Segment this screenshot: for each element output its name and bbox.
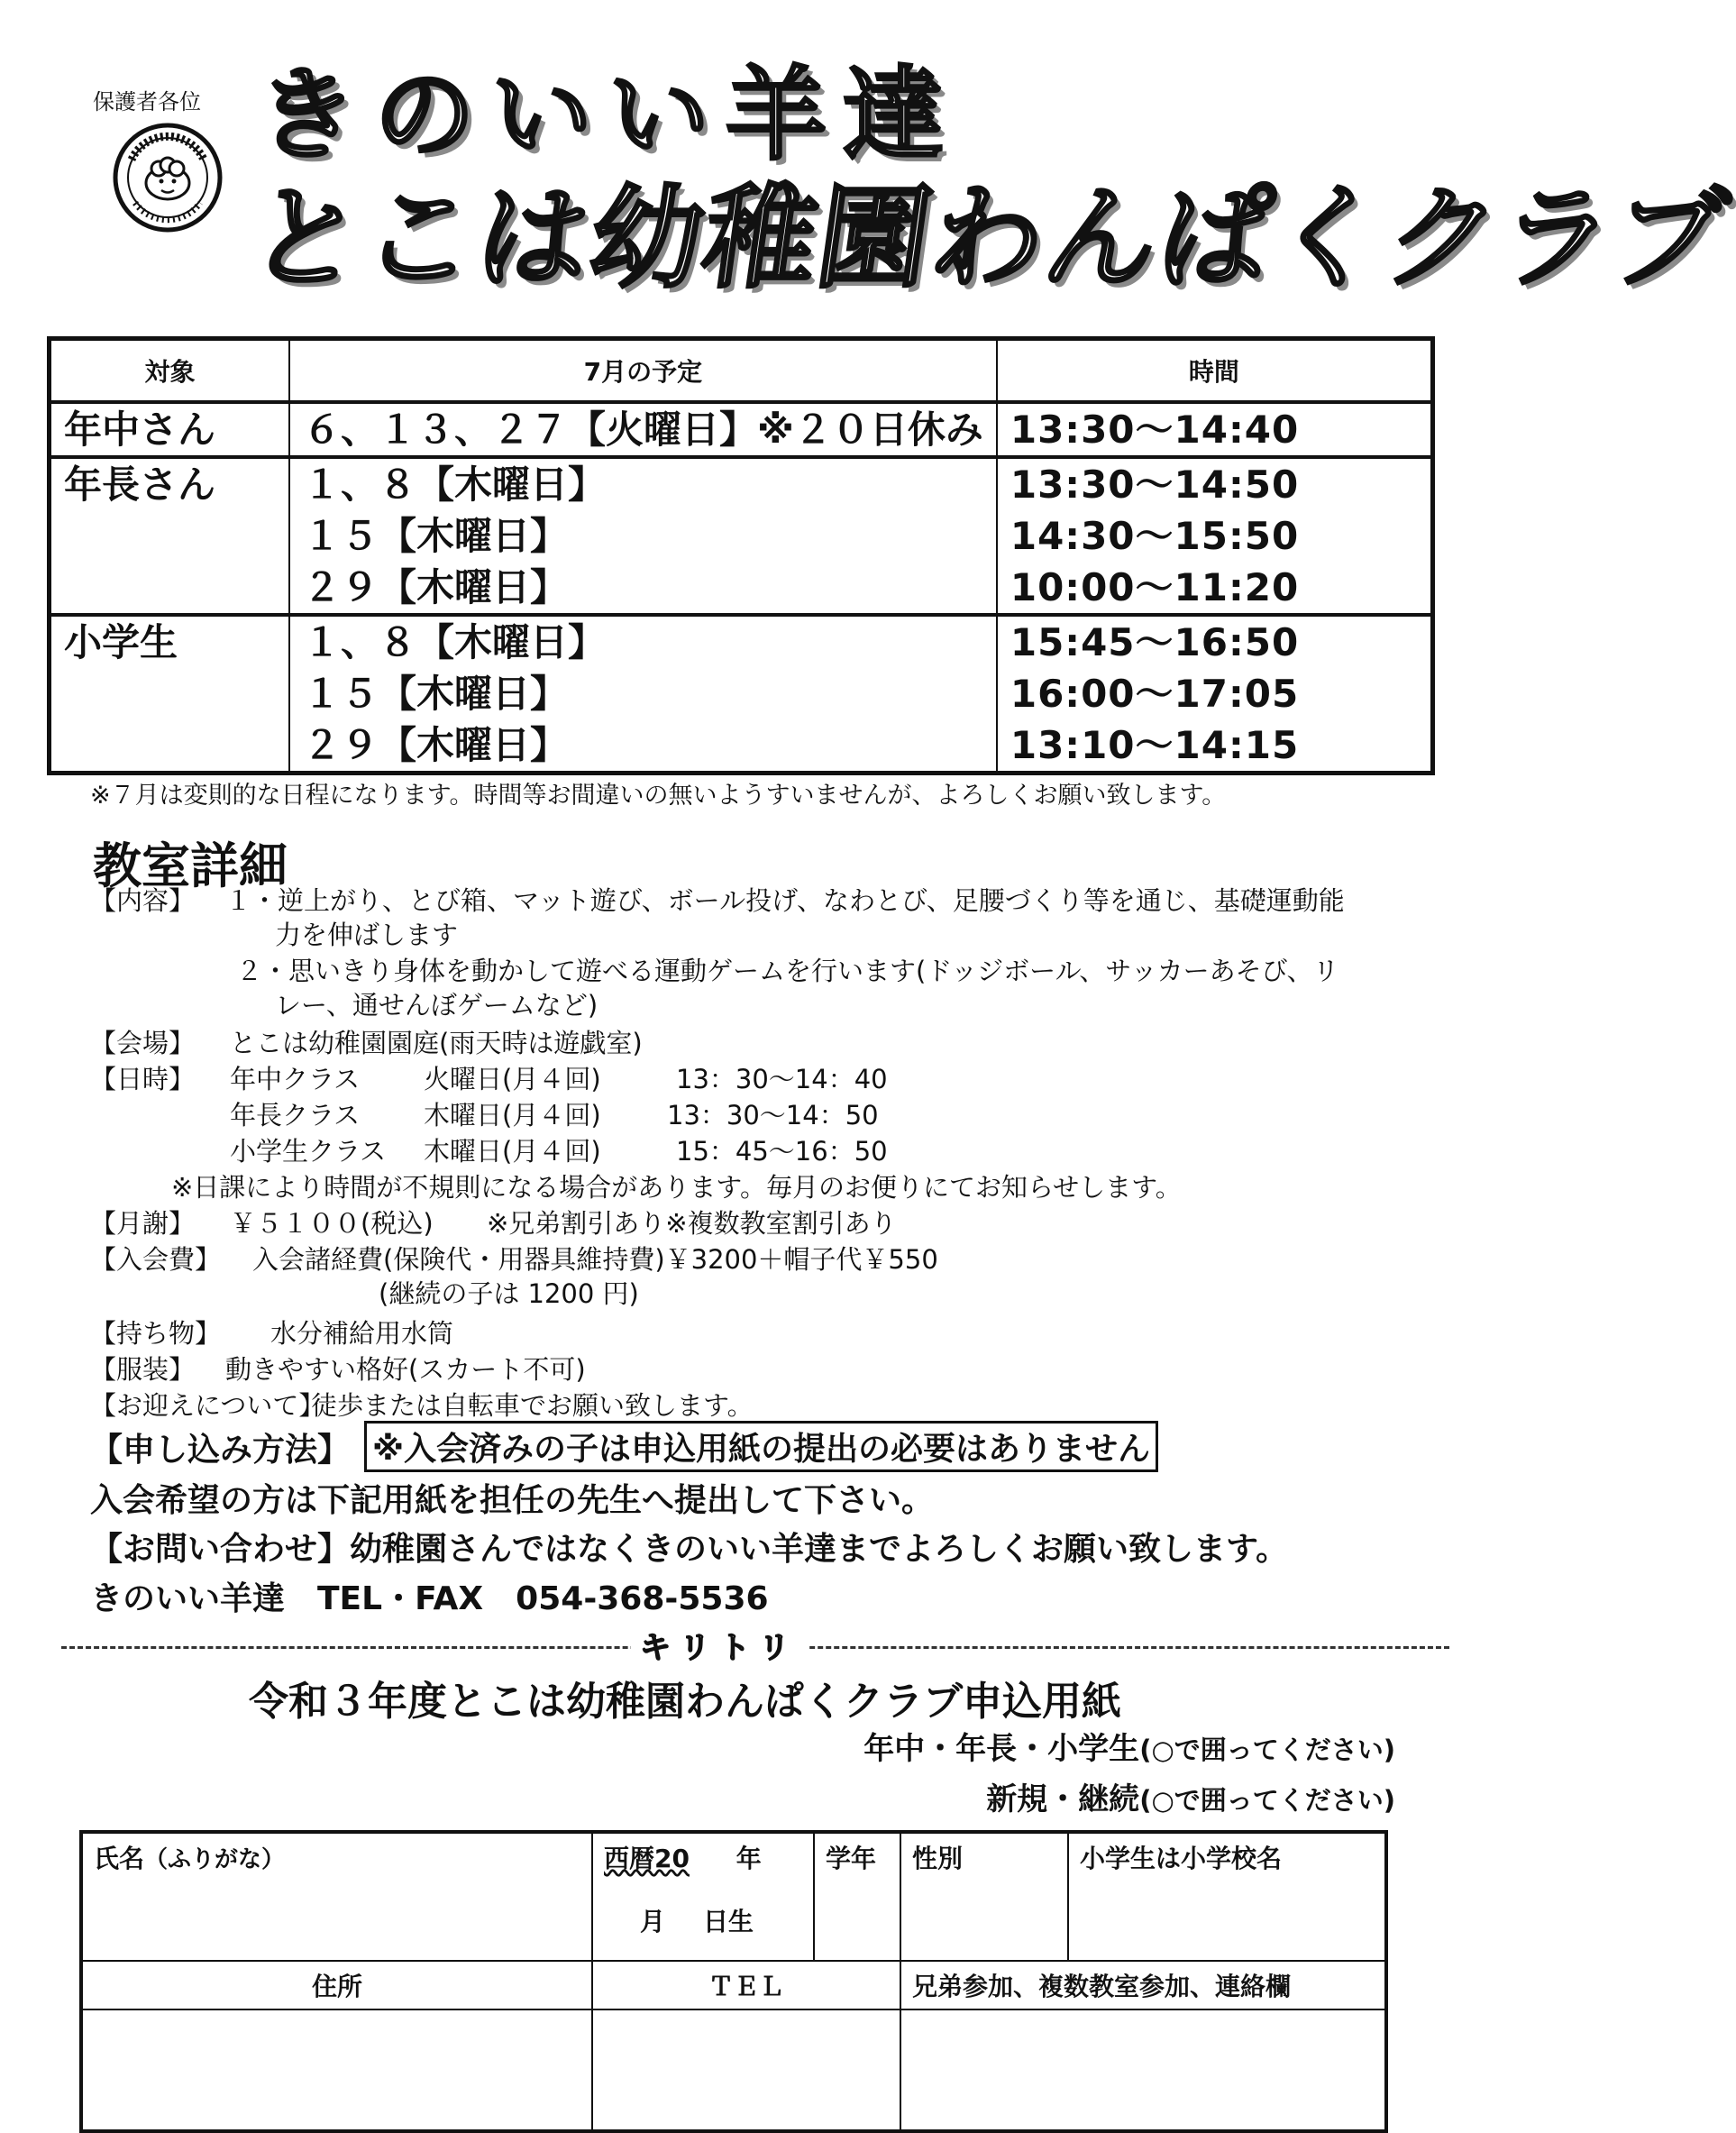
form-title: 令和３年度とこは幼稚園わんぱくクラブ申込用紙 [249,1679,1121,1725]
apply-boxed-note: ※入会済みの子は申込用紙の提出の必要はありません [364,1421,1158,1472]
birth-year-label: 西暦20 [604,1844,690,1873]
status-choice [986,1774,1395,1818]
schedule-note: ※７月は変則的な日程になります。時間等お間違いの無いようすいませんが、よろしくお願い致します。 [90,782,1227,810]
header-target: 対象 [50,339,290,403]
school-label: 小学生は小学校名 [1080,1844,1283,1873]
notes-input[interactable] [900,2009,1386,2131]
venue-label: 【会場】 [90,1028,196,1058]
circle-hint: (○で囲ってください) [1139,1735,1395,1765]
items-value: 水分補給用水筒 [270,1318,454,1349]
items-label: 【持ち物】 [90,1318,222,1349]
target-cell: 小学生 [50,615,290,774]
application-form [79,1830,1388,2133]
date-cell: ２９【木曜日】 [303,565,569,609]
time-cell: 13:10～14:15 [1010,723,1300,767]
schedule-row-nencho [50,457,1433,615]
pickup-value: 徒歩または自転車でお願い致します。 [311,1390,754,1421]
inquiry-line: 【お問い合わせ】幼稚園さんではなくきのいい羊達までよろしくお願い致します。 [90,1531,1289,1568]
sex-field[interactable] [900,1832,1068,1961]
time-cell: 13:30～14:50 [1010,462,1300,507]
entry-note: (継続の子は 1200 円) [379,1278,639,1309]
schedule-table [47,336,1435,775]
grade-label: 学年 [826,1844,877,1873]
time-cell: 10:00～11:20 [1010,565,1300,609]
schedule-header-row [50,339,1433,403]
time-label: 【日時】 [90,1064,196,1094]
birthdate-field[interactable] [592,1832,814,1961]
header-schedule: 7月の予定 [289,339,997,403]
header-time: 時間 [997,339,1433,403]
circle-hint: (○で囲ってください) [1139,1785,1395,1816]
target-cell: 年長さん [50,457,290,615]
class-day: 木曜日(月４回) [424,1100,601,1131]
address-input[interactable] [81,2009,592,2131]
cut-label: キリトリ [631,1623,808,1667]
fee-label: 【月謝】 [90,1208,196,1239]
grade-choice-options: 年中・年長・小学生 [863,1731,1140,1767]
content-item-1a: １・逆上がり、とび箱、マット遊び、ボール投げ、なわとび、足腰づくり等を通じ、基礎運動能 [225,885,1345,916]
dress-label: 【服装】 [90,1354,196,1385]
school-field[interactable] [1068,1832,1386,1961]
dress-value: 動きやすい格好(スカート不可) [225,1354,586,1385]
content-item-1b: 力を伸ばします [275,920,459,950]
birth-month-label: 月 [640,1907,666,1936]
target-cell: 年中さん [50,402,290,457]
time-cell: 14:30～15:50 [1010,514,1300,558]
name-field[interactable] [81,1832,592,1961]
date-cell: ２９【木曜日】 [303,723,569,767]
name-label: 氏名 [94,1844,145,1873]
grade-field[interactable] [814,1832,900,1961]
address-header: 住所 [81,1961,592,2009]
class-day: 木曜日(月４回) [424,1136,601,1167]
class-name: 年中クラス [230,1064,361,1094]
apply-label: 【申し込み方法】 [90,1432,351,1469]
pickup-label: 【お迎えについて】 [90,1390,325,1421]
content-item-2b: レー、通せんぼゲームなど) [275,990,598,1021]
birth-day-label: 日生 [703,1907,754,1936]
grade-choice [863,1724,1395,1768]
tel-header: ＴＥＬ [592,1961,900,2009]
apply-instruction: 入会希望の方は下記用紙を担任の先生へ提出して下さい。 [90,1482,935,1519]
class-time: 13：30～14：50 [667,1100,879,1131]
addressee: 保護者各位 [93,89,201,114]
date-cell: １、８【木曜日】 [303,620,607,664]
details-heading: 教室詳細 [93,838,288,894]
class-name: 年長クラス [230,1100,361,1131]
fee-note: ※兄弟割引あり※複数教室割引あり [487,1208,897,1239]
class-time: 13：30～14：40 [676,1064,888,1094]
date-cell: ６、１３、２７【火曜日】※２０日休み [303,407,983,452]
title-line1: きのいい羊達 [257,57,960,174]
content-label: 【内容】 [90,885,196,916]
schedule-row-elementary [50,615,1433,774]
time-cell: 16:00～17:05 [1010,672,1300,716]
name-kana-label: （ふりがな） [144,1846,286,1873]
entry-label: 【入会費】 [90,1244,222,1275]
class-time: 15：45～16：50 [676,1136,888,1167]
time-note: ※日課により時間が不規則になる場合があります。毎月のお便りにてお知らせします。 [171,1172,1182,1203]
fee-value: ￥５１００(税込) [230,1208,434,1239]
tel-input[interactable] [592,2009,900,2131]
time-cell: 15:45～16:50 [1010,620,1300,664]
notes-header: 兄弟参加、複数教室参加、連絡欄 [900,1961,1386,2009]
sex-label: 性別 [912,1844,964,1873]
content-item-2a: ２・思いきり身体を動かして遊べる運動ゲームを行います(ドッジボール、サッカーあそび、リ [236,956,1339,986]
schedule-row-nenchu [50,402,1433,457]
date-cell: １５【木曜日】 [303,514,569,558]
entry-fee: 入会諸経費(保険代・用器具維持費)￥3200＋帽子代￥550 [252,1244,938,1275]
time-cell: 13:30～14:40 [1010,407,1300,452]
class-day: 火曜日(月４回) [424,1064,601,1094]
contact-line: きのいい羊達 TEL・FAX 054-368-5536 [90,1580,769,1617]
date-cell: １５【木曜日】 [303,672,569,716]
class-name: 小学生クラス [230,1136,387,1167]
title-line2: とこは幼稚園わんぱくクラブ [241,174,1736,304]
date-cell: １、８【木曜日】 [303,462,607,507]
sheep-logo-icon [112,122,224,233]
birth-year-suffix: 年 [736,1844,762,1873]
venue-value: とこは幼稚園園庭(雨天時は遊戯室) [230,1028,643,1058]
status-choice-options: 新規・継続 [986,1781,1140,1817]
